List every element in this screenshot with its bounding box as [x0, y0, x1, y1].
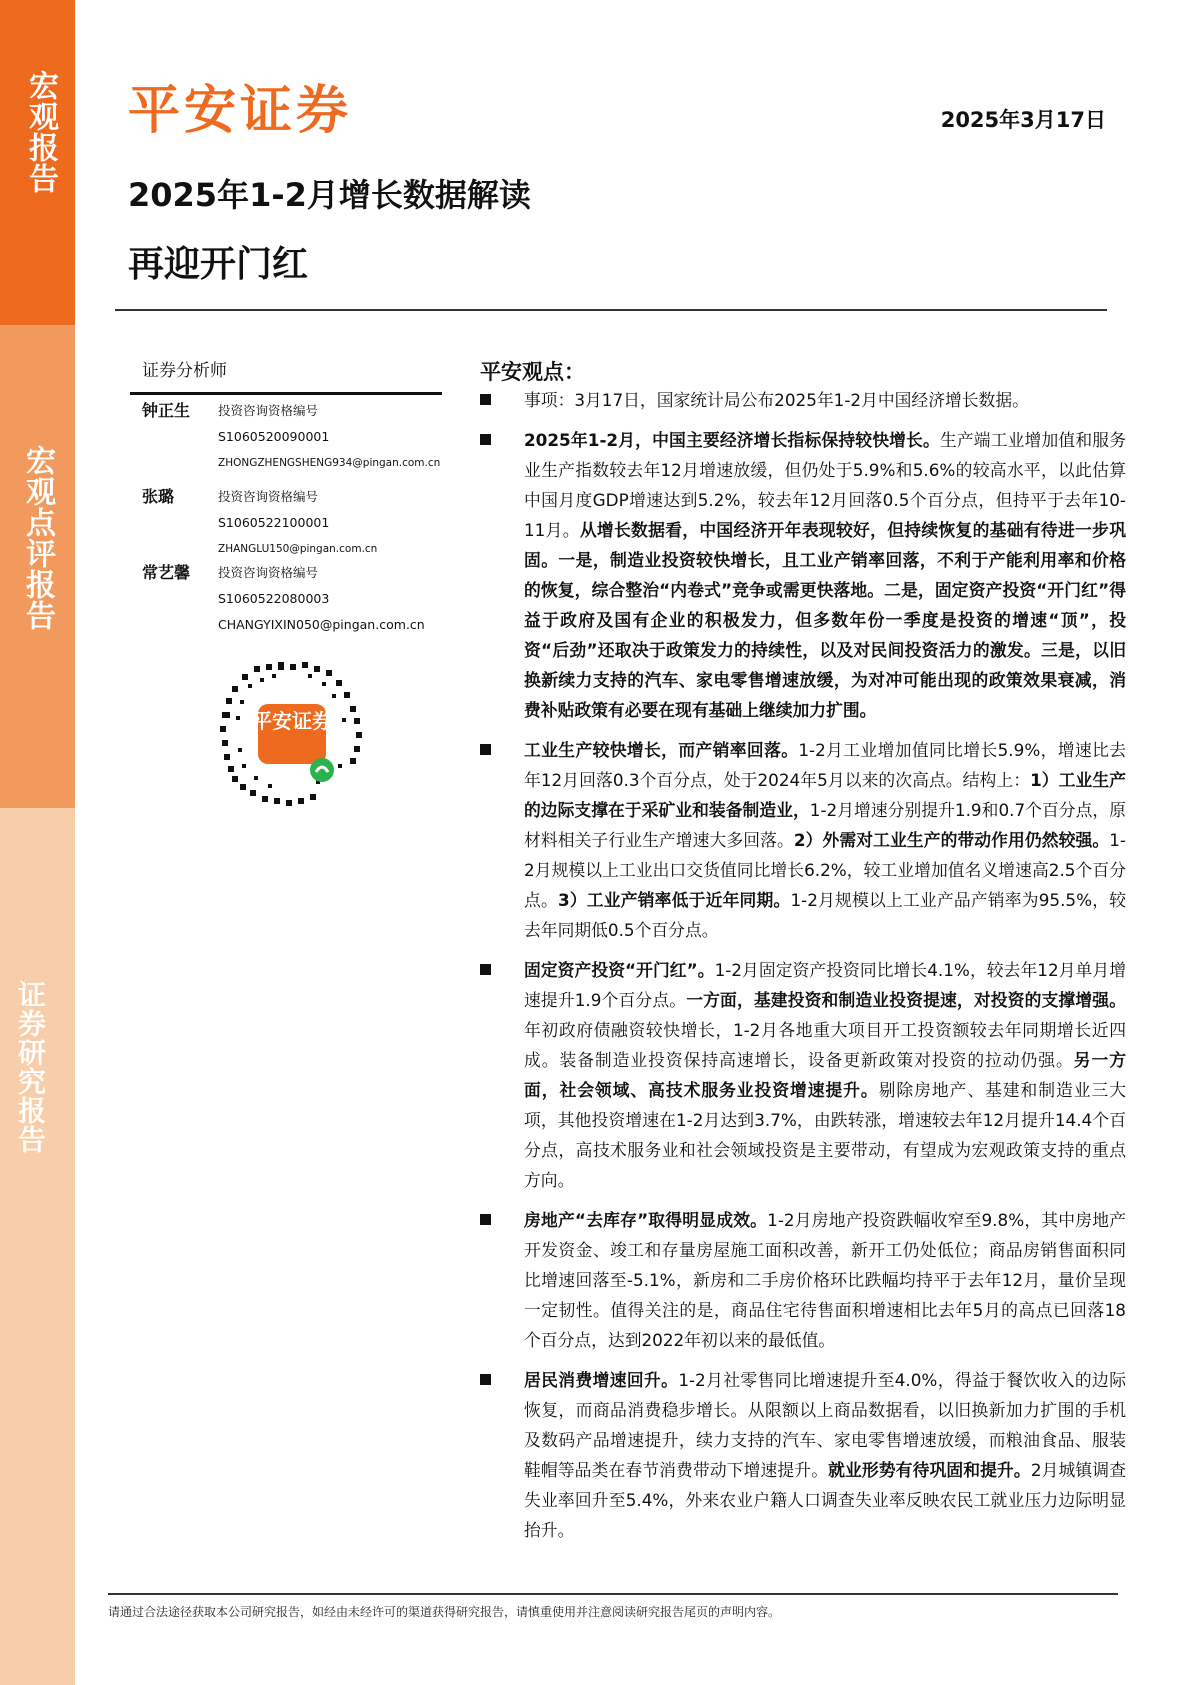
- analyst-name: 钟正生: [142, 401, 191, 420]
- analyst-cert-number: S1060520090001: [218, 429, 330, 444]
- analyst-name: 张璐: [142, 487, 175, 506]
- footer-disclaimer: 请通过合法途径获取本公司研究报告，如经由未经许可的渠道获得研究报告，请慎重使用并注意阅读研究报告尾页的声明内容。: [108, 1605, 781, 1619]
- analyst-email[interactable]: CHANGYIXIN050@pingan.com.cn: [218, 617, 425, 632]
- sidebar-label-macro-report: 宏观报告: [23, 70, 58, 194]
- analyst-name: 常艺馨: [142, 563, 191, 582]
- list-item: 居民消费增速回升。1-2月社零售同比增速提升至4.0%，得益于餐饮收入的边际恢复，而商品消费稳步增长。从限额以上商品数据看，以旧换新加力扩围的手机及数码产品增速提升，续力支持的汽车、家电零售增速放缓，而粮油食品、服装鞋帽等品类在春节消费带动下增速提升。就业形势有待巩固和提升。2月城镇调查失业率回升至5.4%，外来农业户籍人口调查失业率反映农民工就业压力边际明显抬升。: [480, 1365, 1126, 1545]
- page-title: 2025年1-2月增长数据解读: [128, 176, 531, 214]
- analyst-cert-number: S1060522080003: [218, 591, 330, 606]
- analyst-meta: [218, 398, 478, 476]
- header-divider: [115, 309, 1107, 311]
- analysts-divider: [130, 392, 442, 395]
- qr-logo-text: 平安证券: [252, 709, 332, 733]
- list-item: 工业生产较快增长，而产销率回落。1-2月工业增加值同比增长5.9%，增速比去年12月回落0.3个百分点，处于2024年5月以来的次高点。结构上：1）工业生产的边际支撑在于采矿业和装备制造业，1-2月增速分别提升1.9和0.7个百分点，原材料相关子行业生产增速大多回落。2）外需对工业生产的带动作用仍然较强。1-2月规模以上工业出口交货值同比增长6.2%，较工业增加值名义增速高2.5个百分点。3）工业产销率低于近年同期。1-2月规模以上工业产品产销率为95.5%，较去年同期低0.5个百分点。: [480, 735, 1126, 945]
- square-bullet-icon: [480, 434, 491, 445]
- sidebar-label-macro-comment: 宏观点评报告: [20, 445, 55, 631]
- analyst-cert-label: 投资咨询资格编号: [218, 565, 319, 580]
- analyst-meta: [218, 560, 478, 638]
- square-bullet-icon: [480, 1374, 491, 1385]
- analyst-cert-label: 投资咨询资格编号: [218, 489, 319, 504]
- analyst-email[interactable]: ZHONGZHENGSHENG934@pingan.com.cn: [218, 457, 441, 469]
- sidebar-label-securities-research: 证券研究报告: [14, 980, 47, 1154]
- footer-divider: [108, 1593, 1118, 1595]
- qr-code-icon: [218, 660, 366, 808]
- brand-logo: 平安证券: [128, 81, 353, 141]
- list-item: 房地产“去库存”取得明显成效。1-2月房地产投资跌幅收窄至9.8%，其中房地产开发资金、竣工和存量房屋施工面积改善，新开工仍处低位；商品房销售面积同比增速回落至-5.1%，新房和二手房价格环比跌幅均持平于去年12月，量价呈现一定韧性。值得关注的是，商品住宅待售面积增速相比去年5月的高点已回落18个百分点，达到2022年初以来的最低值。: [480, 1205, 1126, 1355]
- square-bullet-icon: [480, 964, 491, 975]
- square-bullet-icon: [480, 394, 491, 405]
- page-subtitle: 再迎开门红: [128, 244, 309, 285]
- analyst-email[interactable]: ZHANGLU150@pingan.com.cn: [218, 543, 378, 555]
- square-bullet-icon: [480, 1214, 491, 1225]
- sidebar-band-bottom: [0, 808, 75, 1685]
- analysts-heading: 证券分析师: [142, 361, 227, 381]
- list-item: 事项：3月17日，国家统计局公布2025年1-2月中国经济增长数据。: [480, 385, 1126, 415]
- analyst-cert-number: S1060522100001: [218, 515, 330, 530]
- viewpoints-list: [480, 385, 1126, 1555]
- report-date: 2025年3月17日: [940, 108, 1106, 132]
- analyst-cert-label: 投资咨询资格编号: [218, 403, 319, 418]
- analyst-meta: [218, 484, 478, 562]
- viewpoints-heading: 平安观点：: [480, 360, 585, 384]
- list-item: 固定资产投资“开门红”。1-2月固定资产投资同比增长4.1%，较去年12月单月增速提升1.9个百分点。一方面，基建投资和制造业投资提速，对投资的支撑增强。年初政府债融资较快增长，1-2月各地重大项目开工投资额较去年同期增长近四成。装备制造业投资保持高速增长，设备更新政策对投资的拉动仍强。另一方面，社会领域、高技术服务业投资增速提升。剔除房地产、基建和制造业三大项，其他投资增速在1-2月达到3.7%，由跌转涨，增速较去年12月提升14.4个百分点，高技术服务业和社会领域投资是主要带动，有望成为宏观政策支持的重点方向。: [480, 955, 1126, 1195]
- list-item: 2025年1-2月，中国主要经济增长指标保持较快增长。生产端工业增加值和服务业生产指数较去年12月增速放缓，但仍处于5.9%和5.6%的较高水平，以此估算中国月度GDP增速达到5.2%，较去年12月回落0.5个百分点，但持平于去年10-11月。从增长数据看，中国经济开年表现较好，但持续恢复的基础有待进一步巩固。一是，制造业投资较快增长，且工业产销率回落，不利于产能利用率和价格的恢复，综合整治“内卷式”竞争或需更快落地。二是，固定资产投资“开门红”得益于政府及国有企业的积极发力，但多数年份一季度是投资的增速“顶”，投资“后劲”还取决于政策发力的持续性，以及对民间投资活力的激发。三是，以旧换新续力支持的汽车、家电零售增速放缓，为对冲可能出现的政策效果衰减，消费补贴政策有必要在现有基础上继续加力扩围。: [480, 425, 1126, 725]
- square-bullet-icon: [480, 744, 491, 755]
